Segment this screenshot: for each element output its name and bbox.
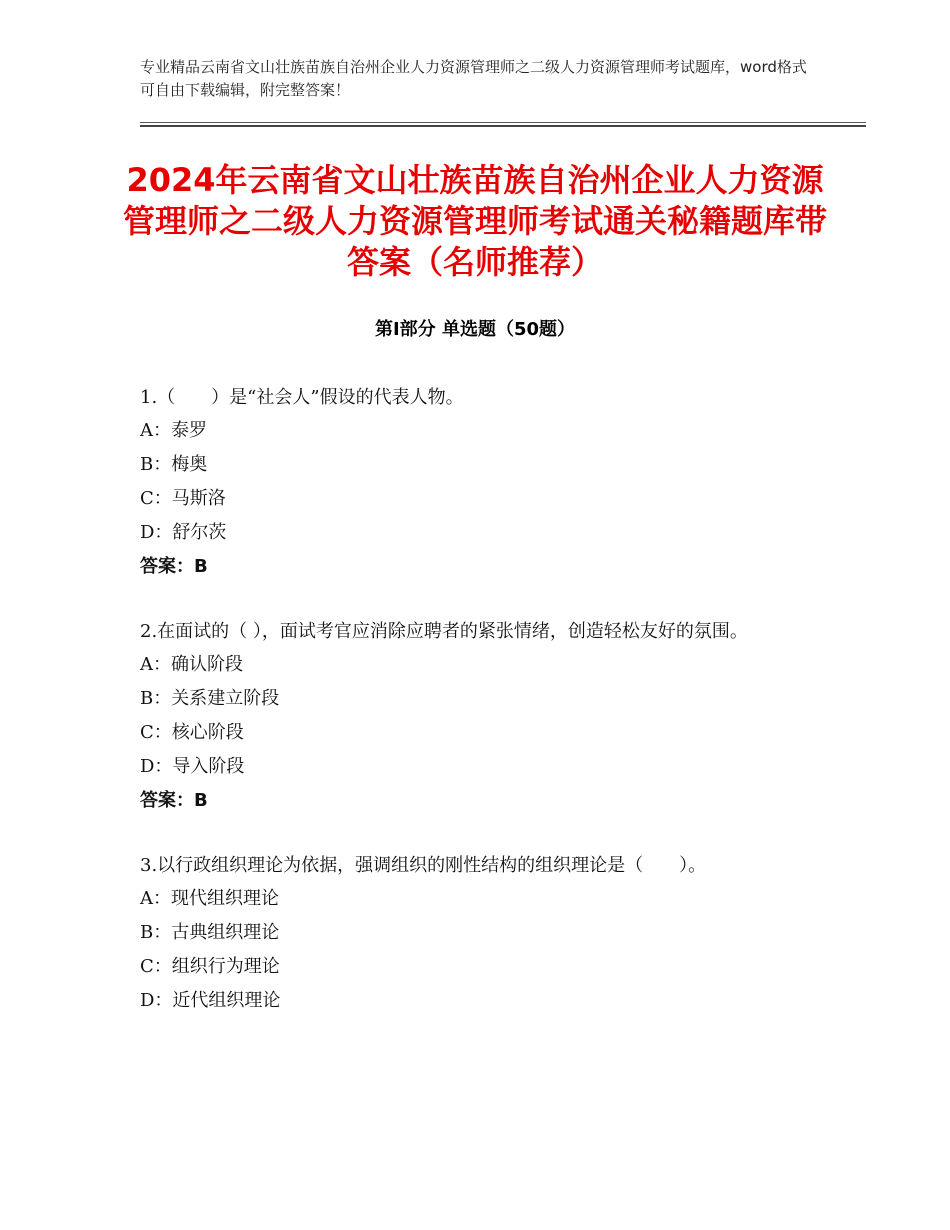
question-stem: 1.（ ）是“社会人”假设的代表人物。 — [140, 387, 464, 408]
option-a: A：确认阶段 — [140, 654, 243, 675]
question-stem: 2.在面试的（ ），面试考官应消除应聘者的紧张情绪，创造轻松友好的氛围。 — [140, 621, 748, 642]
question-3 — [140, 850, 820, 1018]
question-stem: 3.以行政组织理论为依据，强调组织的刚性结构的组织理论是（ ）。 — [140, 855, 707, 876]
option-b: B：古典组织理论 — [140, 922, 280, 943]
option-c: C：核心阶段 — [140, 722, 244, 743]
option-b: B：梅奥 — [140, 454, 208, 475]
answer: 答案：B — [140, 556, 208, 577]
question-spacer — [140, 818, 820, 850]
option-a: A：泰罗 — [140, 420, 207, 441]
document-title: 2024年云南省文山壮族苗族自治州企业人力资源管理师之二级人力资源管理师考试通关秘籍题库带答案（名师推荐） — [122, 161, 827, 281]
option-d: D：导入阶段 — [140, 756, 245, 777]
header-note: 专业精品云南省文山壮族苗族自治州企业人力资源管理师之二级人力资源管理师考试题库，word格式可自由下载编辑，附完整答案！ — [140, 58, 807, 99]
question-spacer — [140, 584, 820, 616]
header-divider-thin — [140, 122, 866, 123]
option-c: C：马斯洛 — [140, 488, 226, 509]
answer: 答案：B — [140, 790, 208, 811]
option-d: D：近代组织理论 — [140, 990, 281, 1011]
question-1 — [140, 382, 820, 584]
option-d: D：舒尔茨 — [140, 522, 227, 543]
option-c: C：组织行为理论 — [140, 956, 280, 977]
section-title: 第Ⅰ部分 单选题（50题） — [374, 319, 575, 340]
option-b: B：关系建立阶段 — [140, 688, 280, 709]
option-a: A：现代组织理论 — [140, 888, 279, 909]
header-divider-thick — [140, 125, 866, 127]
question-2 — [140, 616, 820, 818]
question-list — [140, 382, 820, 1018]
